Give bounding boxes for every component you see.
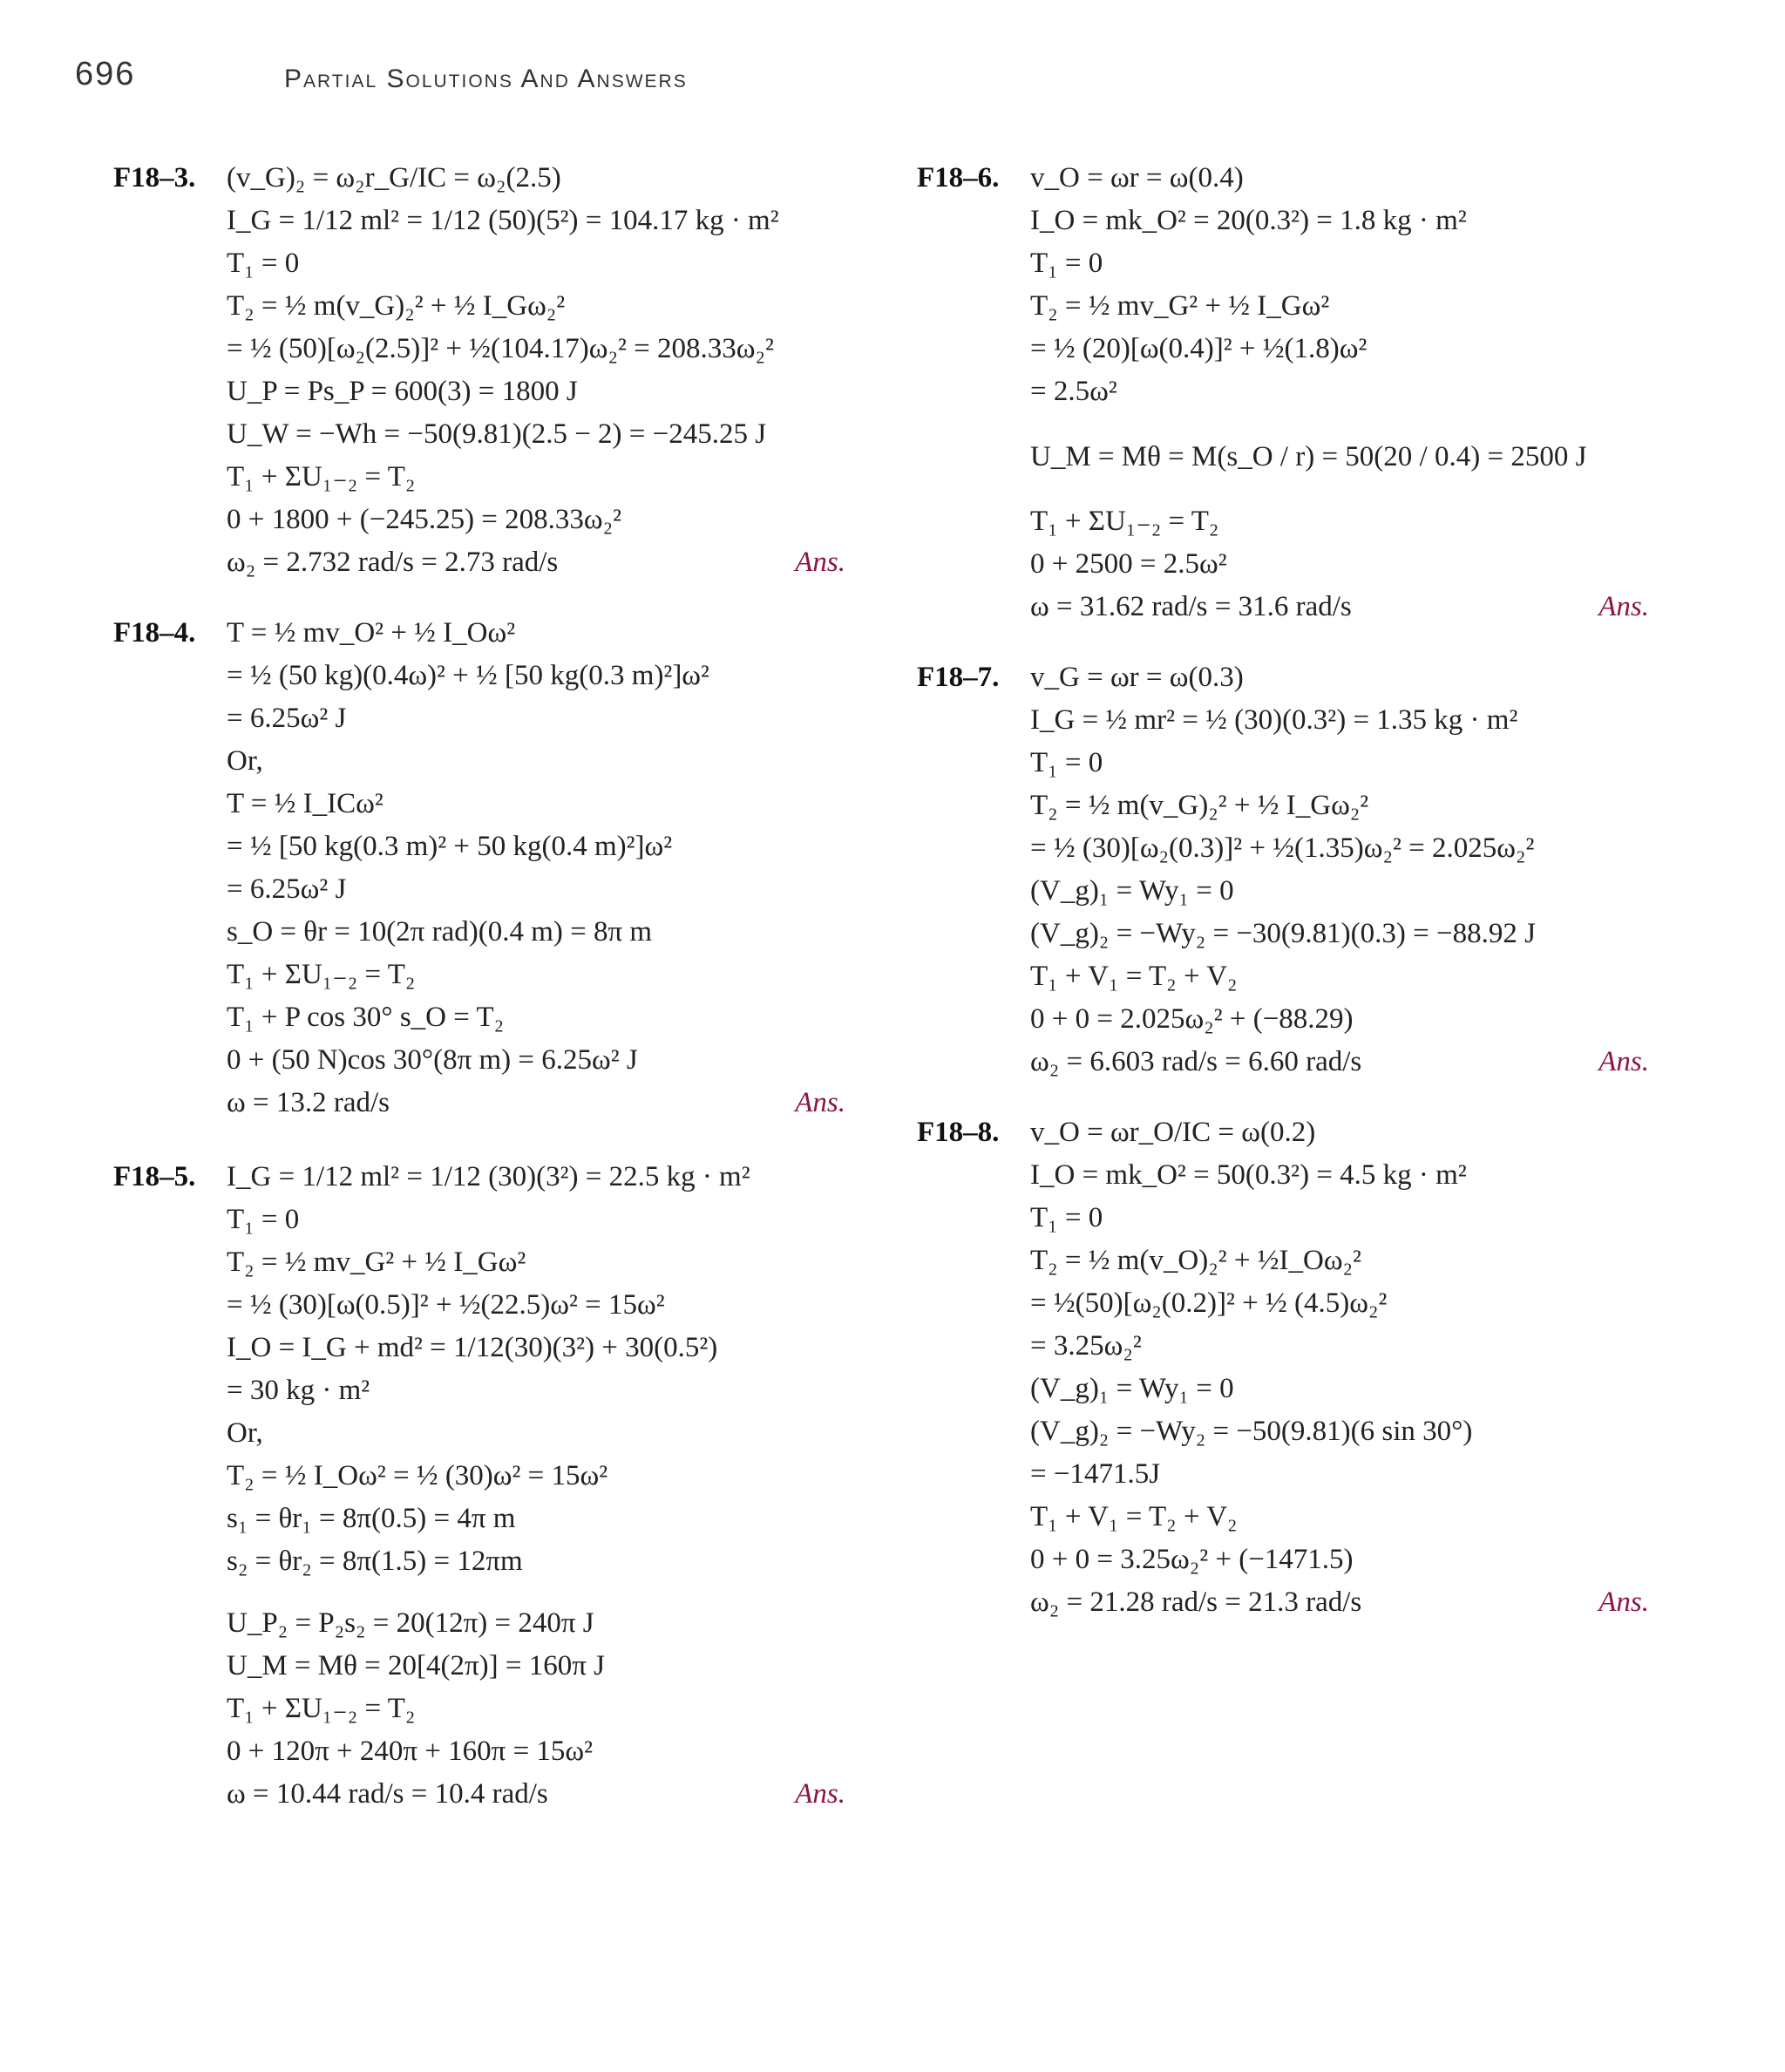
- solution-line: [227, 413, 845, 456]
- solution-line: [227, 1498, 845, 1540]
- equation-text: T₂ = ½ mv_G² + ½ I_Gω²: [227, 1247, 526, 1278]
- solution-line: [227, 328, 845, 370]
- solution-line: [1030, 699, 1649, 742]
- equation-text: v_O = ωr = ω(0.4): [1030, 162, 1244, 194]
- solution-line: [227, 499, 845, 541]
- problem-f184: [113, 612, 845, 1124]
- equation-text: (V_g)₂ = −Wy₂ = −50(9.81)(6 sin 30°): [1030, 1416, 1473, 1447]
- equation-text: 0 + 0 = 2.025ω₂² + (−88.29): [1030, 1003, 1354, 1035]
- equation-text: T = ½ mv_O² + ½ I_Oω²: [227, 617, 516, 649]
- problem-f183: [113, 157, 845, 584]
- equation-text: I_G = 1/12 ml² = 1/12 (50)(5²) = 104.17 kg · m²: [227, 205, 779, 236]
- solution-line: [227, 1156, 845, 1199]
- answer-label: Ans.: [795, 1087, 845, 1118]
- equation-text: T₁ + ΣU₁₋₂ = T₂: [1030, 506, 1219, 537]
- solution-line: [1030, 1453, 1649, 1496]
- equation-text: T₁ + ΣU₁₋₂ = T₂: [227, 1693, 416, 1724]
- problem-label: F18–3.: [113, 162, 196, 194]
- solution-line: [227, 868, 845, 911]
- answer-label: Ans.: [1598, 1046, 1649, 1077]
- equation-text: T₁ = 0: [1030, 1202, 1103, 1233]
- equation-text: U_M = Mθ = M(s_O / r) = 50(20 / 0.4) = 2500 J: [1030, 441, 1587, 472]
- problem-f185: [113, 1156, 845, 1816]
- equation-text: = 6.25ω² J: [227, 703, 347, 734]
- equation-text: = ½ (30)[ω₂(0.3)]² + ½(1.35)ω₂² = 2.025ω₂²: [1030, 832, 1535, 864]
- equation-text: = ½ [50 kg(0.3 m)² + 50 kg(0.4 m)²]ω²: [227, 831, 673, 862]
- equation-text: U_P₂ = P₂s₂ = 20(12π) = 240π J: [227, 1607, 594, 1639]
- solution-line: [227, 285, 845, 328]
- solution-line: [227, 1455, 845, 1498]
- equation-text: I_O = I_G + md² = 1/12(30)(3²) + 30(0.5²): [227, 1332, 718, 1363]
- equation-text: ω = 10.44 rad/s = 10.4 rad/s: [227, 1778, 548, 1810]
- equation-text: I_O = mk_O² = 20(0.3²) = 1.8 kg · m²: [1030, 205, 1467, 236]
- solution-line: [227, 954, 845, 996]
- equation-text: ω₂ = 2.732 rad/s = 2.73 rad/s: [227, 547, 559, 578]
- solution-line: [227, 541, 845, 584]
- solution-line: [227, 740, 845, 783]
- solution-line: [1030, 1325, 1649, 1368]
- solution-line: [227, 1412, 845, 1455]
- equation-text: T₁ = 0: [227, 1204, 300, 1235]
- equation-text: = 3.25ω₂²: [1030, 1330, 1142, 1362]
- equation-text: s₂ = θr₂ = 8π(1.5) = 12πm: [227, 1546, 523, 1577]
- equation-text: I_G = ½ mr² = ½ (30)(0.3²) = 1.35 kg · m²: [1030, 704, 1518, 736]
- equation-text: (V_g)₁ = Wy₁ = 0: [1030, 875, 1234, 907]
- solution-line: [1030, 1496, 1649, 1539]
- solution-line: [227, 783, 845, 825]
- equation-text: v_G = ωr = ω(0.3): [1030, 662, 1244, 693]
- solution-line: [1030, 742, 1649, 785]
- solution-line: [227, 1199, 845, 1241]
- equation-text: ω₂ = 21.28 rad/s = 21.3 rad/s: [1030, 1586, 1362, 1618]
- equation-text: (v_G)₂ = ω₂r_G/IC = ω₂(2.5): [227, 162, 561, 194]
- equation-text: T₁ = 0: [1030, 747, 1103, 778]
- solution-line: [1030, 913, 1649, 955]
- equation-text: U_M = Mθ = 20[4(2π)] = 160π J: [227, 1650, 606, 1681]
- problem-f188: [917, 1111, 1649, 1624]
- answer-label: Ans.: [1598, 591, 1649, 622]
- equation-text: = ½ (50)[ω₂(2.5)]² + ½(104.17)ω₂² = 208.33ω₂²: [227, 333, 774, 364]
- solution-line: [227, 825, 845, 868]
- solution-line: [227, 1540, 845, 1583]
- problem-label: F18–5.: [113, 1161, 196, 1192]
- answer-label: Ans.: [795, 547, 845, 578]
- equation-text: T₂ = ½ m(v_O)₂² + ½I_Oω₂²: [1030, 1245, 1361, 1276]
- equation-text: T₁ = 0: [1030, 248, 1103, 279]
- running-header: Partial Solutions And Answers: [284, 65, 688, 93]
- equation-text: = 6.25ω² J: [227, 873, 347, 905]
- equation-text: T₁ + V₁ = T₂ + V₂: [1030, 1501, 1238, 1532]
- answer-label: Ans.: [1598, 1586, 1649, 1618]
- problem-label: F18–6.: [917, 162, 1000, 194]
- solution-line: [1030, 242, 1649, 285]
- solution-line: [1030, 1581, 1649, 1624]
- problem-f186: [917, 157, 1649, 628]
- solution-line: [1030, 785, 1649, 827]
- equation-text: Or,: [227, 1417, 263, 1449]
- problem-f187: [917, 656, 1649, 1084]
- problem-label: F18–4.: [113, 617, 196, 649]
- equation-text: s₁ = θr₁ = 8π(0.5) = 4π m: [227, 1503, 516, 1534]
- problem-label: F18–7.: [917, 662, 1000, 693]
- equation-text: ω₂ = 6.603 rad/s = 6.60 rad/s: [1030, 1046, 1362, 1077]
- solution-line: [227, 1602, 845, 1645]
- solution-line: [227, 1082, 845, 1124]
- solution-line: [227, 1645, 845, 1688]
- equation-text: U_P = Ps_P = 600(3) = 1800 J: [227, 376, 578, 407]
- solution-line: [1030, 586, 1649, 628]
- solution-line: [1030, 1154, 1649, 1197]
- equation-text: 0 + 2500 = 2.5ω²: [1030, 548, 1227, 580]
- solution-line: [227, 996, 845, 1039]
- solution-line: [1030, 998, 1649, 1041]
- equation-text: 0 + (50 N)cos 30°(8π m) = 6.25ω² J: [227, 1044, 638, 1076]
- solution-line: [1030, 827, 1649, 870]
- equation-text: 0 + 120π + 240π + 160π = 15ω²: [227, 1736, 594, 1767]
- equation-text: (V_g)₁ = Wy₁ = 0: [1030, 1373, 1234, 1404]
- solution-line: [1030, 1282, 1649, 1325]
- solution-line: [227, 242, 845, 285]
- answer-label: Ans.: [795, 1778, 845, 1810]
- equation-text: I_O = mk_O² = 50(0.3²) = 4.5 kg · m²: [1030, 1159, 1467, 1191]
- solution-line: [227, 456, 845, 499]
- solution-line: [1030, 285, 1649, 328]
- solution-line: [227, 1369, 845, 1412]
- equation-text: T₁ + ΣU₁₋₂ = T₂: [227, 959, 416, 990]
- solution-line: [1030, 543, 1649, 586]
- solution-line: [1030, 370, 1649, 413]
- solution-line: [227, 697, 845, 740]
- problem-label: F18–8.: [917, 1117, 1000, 1148]
- equation-text: ω = 13.2 rad/s: [227, 1087, 390, 1118]
- equation-text: T₁ + P cos 30° s_O = T₂: [227, 1002, 505, 1033]
- equation-text: T₁ + ΣU₁₋₂ = T₂: [227, 461, 416, 493]
- equation-text: = ½ (20)[ω(0.4)]² + ½(1.8)ω²: [1030, 333, 1368, 364]
- equation-text: T₂ = ½ m(v_G)₂² + ½ I_Gω₂²: [227, 290, 566, 322]
- equation-text: U_W = −Wh = −50(9.81)(2.5 − 2) = −245.25 J: [227, 418, 767, 450]
- equation-text: (V_g)₂ = −Wy₂ = −30(9.81)(0.3) = −88.92 J: [1030, 918, 1536, 949]
- solution-line: [227, 1039, 845, 1082]
- solution-line: [1030, 1410, 1649, 1453]
- equation-text: Or,: [227, 745, 263, 777]
- solution-line: [1030, 1539, 1649, 1581]
- solution-line: [1030, 413, 1649, 500]
- solution-line: [227, 612, 845, 655]
- solution-line: [1030, 200, 1649, 242]
- solution-line: [227, 200, 845, 242]
- solution-line: [1030, 955, 1649, 998]
- equation-text: 0 + 0 = 3.25ω₂² + (−1471.5): [1030, 1544, 1354, 1575]
- solution-line: [1030, 870, 1649, 913]
- solution-line: [1030, 1368, 1649, 1410]
- equation-text: 0 + 1800 + (−245.25) = 208.33ω₂²: [227, 504, 622, 535]
- solution-line: [227, 370, 845, 413]
- equation-text: T₁ = 0: [227, 248, 300, 279]
- equation-text: T₂ = ½ I_Oω² = ½ (30)ω² = 15ω²: [227, 1460, 608, 1491]
- left-column: [113, 157, 845, 1816]
- equation-text: = 2.5ω²: [1030, 376, 1117, 407]
- equation-text: T₂ = ½ m(v_G)₂² + ½ I_Gω₂²: [1030, 790, 1369, 821]
- solution-line: [1030, 1111, 1649, 1154]
- equation-text: = ½ (30)[ω(0.5)]² + ½(22.5)ω² = 15ω²: [227, 1289, 665, 1321]
- equation-text: = −1471.5J: [1030, 1458, 1161, 1490]
- equation-text: T = ½ I_ICω²: [227, 788, 383, 819]
- equation-text: s_O = θr = 10(2π rad)(0.4 m) = 8π m: [227, 916, 653, 948]
- solution-line: [227, 1284, 845, 1327]
- equation-text: = ½(50)[ω₂(0.2)]² + ½ (4.5)ω₂²: [1030, 1287, 1388, 1319]
- solution-line: [227, 1241, 845, 1284]
- solution-line: [1030, 1197, 1649, 1240]
- equation-text: = 30 kg · m²: [227, 1375, 370, 1406]
- solution-line: [227, 1730, 845, 1773]
- equation-text: I_G = 1/12 ml² = 1/12 (30)(3²) = 22.5 kg · m²: [227, 1161, 750, 1192]
- solution-line: [1030, 1041, 1649, 1084]
- right-column: [917, 157, 1649, 1624]
- solution-line: [1030, 157, 1649, 200]
- equation-text: v_O = ωr_O/IC = ω(0.2): [1030, 1117, 1316, 1148]
- solution-line: [1030, 656, 1649, 699]
- solution-line: [227, 911, 845, 954]
- page-number: 696: [75, 56, 136, 92]
- equation-text: = ½ (50 kg)(0.4ω)² + ½ [50 kg(0.3 m)²]ω²: [227, 660, 709, 691]
- solution-line: [227, 1327, 845, 1369]
- solution-line: [227, 1688, 845, 1730]
- equation-text: T₁ + V₁ = T₂ + V₂: [1030, 961, 1238, 992]
- equation-text: T₂ = ½ mv_G² + ½ I_Gω²: [1030, 290, 1330, 322]
- solution-line: [1030, 1240, 1649, 1282]
- solution-line: [1030, 500, 1649, 543]
- solution-line: [1030, 328, 1649, 370]
- solution-line: [227, 157, 845, 200]
- solution-line: [227, 655, 845, 697]
- equation-text: ω = 31.62 rad/s = 31.6 rad/s: [1030, 591, 1352, 622]
- solution-line: [227, 1773, 845, 1816]
